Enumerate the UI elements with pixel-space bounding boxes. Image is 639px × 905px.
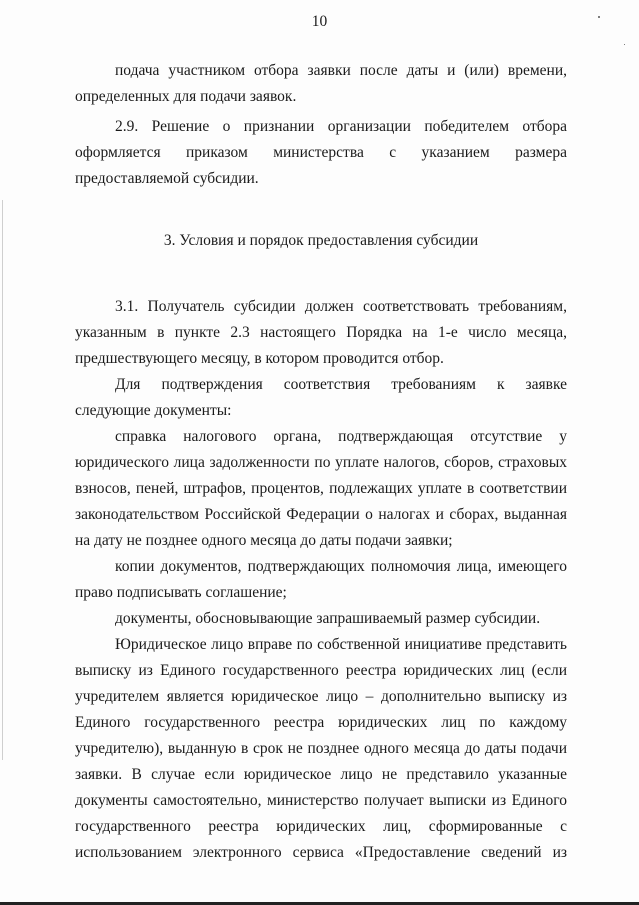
- text-line: использованием электронного сервиса «Предоставление сведений из: [75, 844, 567, 861]
- text-line: 2.9. Решение о признании организации победителем отбора: [115, 118, 567, 135]
- paragraph-documents-intro: [75, 372, 567, 424]
- text-line: подача участником отбора заявки после даты и (или) времени,: [115, 62, 567, 79]
- paragraph-authority-copies: [75, 554, 567, 606]
- text-line: предоставляемой субсидии.: [75, 170, 259, 187]
- text-line: Единого государственного реестра юридических лиц по каждому: [75, 714, 567, 731]
- section-heading: 3. Условия и порядок предоставления субсидии: [163, 232, 479, 249]
- text-line: выписку из Единого государственного реестра юридических лиц (если: [75, 662, 567, 679]
- paragraph-registry-extract: [75, 632, 567, 866]
- text-line: заявки. В случае если юридическое лицо не представило указанные: [75, 766, 567, 783]
- text-line: указанным в пункте 2.3 настоящего Порядка на 1-е число месяца,: [75, 324, 567, 341]
- paragraph-tax-certificate: [75, 424, 567, 554]
- paragraph-3-1: [75, 294, 567, 372]
- text-line: 3.1. Получатель субсидии должен соответствовать требованиям,: [115, 298, 567, 315]
- text-line: справка налогового органа, подтверждающая отсутствие у: [115, 428, 567, 445]
- scan-edge: [2, 200, 3, 760]
- text-line: предшествующего месяцу, в котором проводится отбор.: [75, 350, 444, 367]
- text-line: взносов, пеней, штрафов, процентов, подлежащих уплате в соответствии: [75, 480, 567, 497]
- text-line: документы, обосновывающие запрашиваемый размер субсидии.: [115, 610, 541, 627]
- document-body: [75, 58, 567, 866]
- text-line: определенных для подачи заявок.: [75, 88, 297, 105]
- text-line: копии документов, подтверждающих полномочия лица, имеющего: [115, 558, 567, 575]
- text-line: государственного реестра юридических лиц, сформированные с: [75, 818, 567, 835]
- text-line: юридического лица задолженности по уплате налогов, сборов, страховых: [75, 454, 567, 471]
- text-line: Для подтверждения соответствия требованиям к заявке: [115, 376, 567, 393]
- text-line: учредителю), выданную в срок не позднее одного месяца до даты подачи: [75, 740, 567, 757]
- scan-speck: [624, 44, 625, 45]
- page-number: 10: [311, 13, 328, 30]
- text-line: Юридическое лицо вправе по собственной инициативе представить: [115, 636, 567, 653]
- paragraph-2-9: [75, 114, 567, 192]
- paragraph-subsidy-justification: [75, 606, 567, 632]
- text-line: учредителем является юридическое лицо – дополнительно выписку из: [75, 688, 567, 705]
- paragraph-continuation: [75, 58, 567, 110]
- text-line: на дату не позднее одного месяца до даты подачи заявки;: [75, 532, 453, 549]
- text-line: законодательством Российской Федерации о налогах и сборах, выданная: [75, 506, 567, 523]
- text-line: оформляется приказом министерства с указанием размера: [75, 144, 567, 161]
- text-line: право подписывать соглашение;: [75, 584, 287, 601]
- text-line: документы самостоятельно, министерство получает выписки из Единого: [75, 792, 567, 809]
- text-line: следующие документы:: [75, 402, 232, 419]
